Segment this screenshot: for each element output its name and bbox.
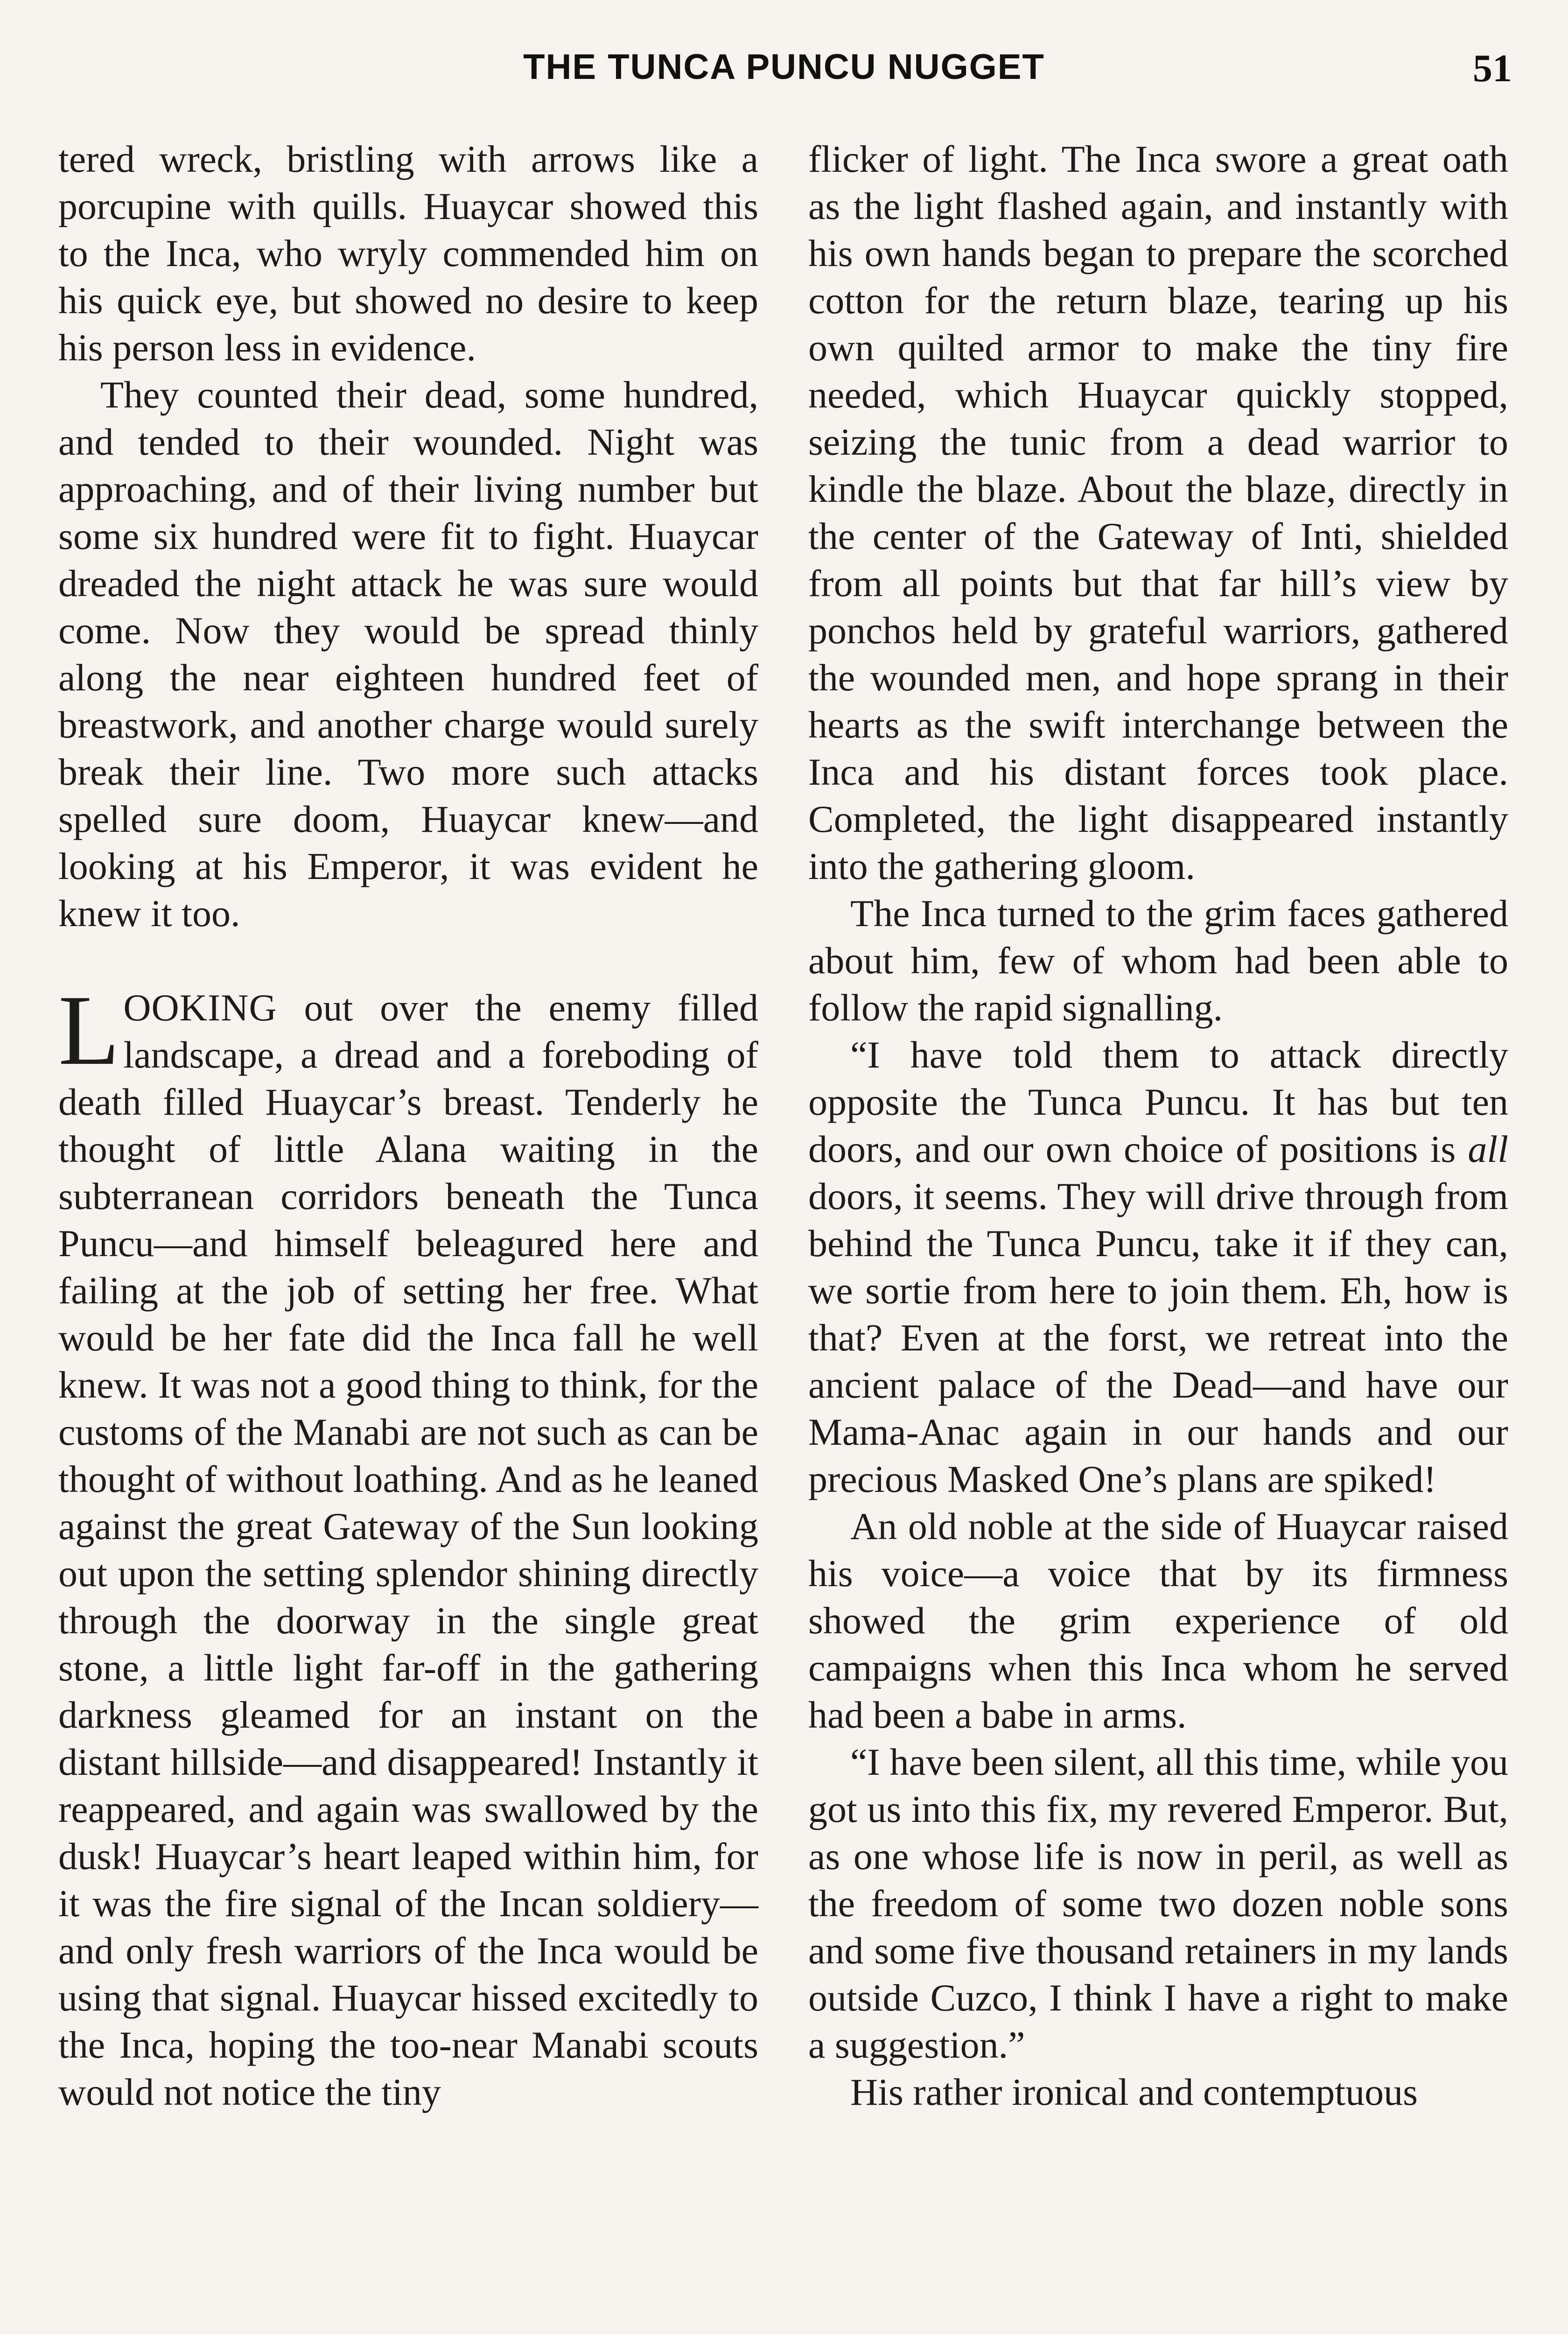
emphasis-text: all bbox=[1468, 1128, 1508, 1170]
paragraph: They counted their dead, some hundred, and tended to their wounded. Night was approaching, and of their living number but some six hundred were fit to fight. Huaycar dreaded the night attack he was sure would come. Now they would be spread thinly along the near eighteen hundred feet of breastwork, and another charge would surely break their line. Two more such attacks spelled sure doom, Huaycar knew—and looking at his Emperor, it was evident he knew it too. bbox=[58, 373, 758, 935]
drop-cap: L bbox=[58, 974, 120, 1086]
paragraph: “I have been silent, all this time, while you got us into this fix, my revered Emperor. But, as one whose life is now in peril, as well as the freedom of some two dozen noble sons and some five thousand retainers in my lands outside Cuzco, I think I have a right to make a suggestion.” bbox=[808, 1741, 1508, 2066]
page-header bbox=[56, 37, 1512, 98]
paragraph-text: doors, it seems. They will drive through from behind the Tunca Puncu, take it if they can, we sortie from here to join them. Eh, how is that? Even at the forst, we retreat into the ancient palace of the Dead—and have our Mama-Anac again in our hands and our precious Masked One’s plans are spiked! bbox=[808, 1175, 1508, 1500]
paragraph: The Inca turned to the grim faces gathered about him, few of whom had been able to follow the rapid signalling. bbox=[808, 892, 1508, 1029]
lead-in-caps: OOKING bbox=[123, 986, 277, 1029]
running-head: THE TUNCA PUNCU NUGGET bbox=[523, 47, 1045, 87]
paragraph: His rather ironical and contemptuous bbox=[850, 2071, 1418, 2113]
page-number: 51 bbox=[1473, 47, 1512, 90]
paragraph: An old noble at the side of Huaycar raised his voice—a voice that by its firmness showed the grim experience of old campaigns when this Inca whom he served had been a babe in arms. bbox=[808, 1505, 1508, 1736]
paragraph: flicker of light. The Inca swore a great oath as the light flashed again, and instantly with his own hands began to prepare the scorched cotton for the return blaze, tearing up his own quilted armor to make the tiny fire needed, which Huaycar quickly stopped, seizing the tunic from a dead warrior to kindle the blaze. About the blaze, directly in the center of the Gateway of Inti, shielded from all points but that far hill’s view by ponchos held by grateful warriors, gathered the wounded men, and hope sprang in their hearts as the swift interchange between the Inca and his distant forces took place. Completed, the light disappeared instantly into the gathering gloom. bbox=[808, 138, 1508, 887]
left-column bbox=[58, 135, 758, 2116]
paragraph: tered wreck, bristling with arrows like a porcupine with quills. Huaycar showed this to the Inca, who wryly commended him on his quick eye, but showed no desire to keep his person less in evidence. bbox=[58, 138, 758, 369]
paragraph-text: “I have told them to attack directly opposite the Tunca Puncu. It has but ten doors, and our own choice of positions is bbox=[808, 1033, 1508, 1170]
paragraph-text: out over the enemy filled landscape, a dread and a foreboding of death filled Huaycar’s breast. Tenderly he thought of little Alana waiting in the subterranean corridors beneath the Tunca Puncu—and himself beleagured here and failing at the job of setting her free. What would be her fate did the Inca fall he well knew. It was not a good thing to think, for the customs of the Manabi are not such as can be thought of without loathing. And as he leaned against the great Gateway of the Sun looking out upon the setting splendor shining directly through the doorway in the single great stone, a little light far-off in the gathering darkness gleamed for an instant on the distant hillside—and disappeared! Instantly it reappeared, and again was swallowed by the dusk! Huaycar’s heart leaped within him, for it was the fire signal of the Incan soldiery—and only fresh warriors of the Inca would be using that signal. Huaycar hissed excitedly to the Inca, hoping the too-near Manabi scouts would not notice the tiny bbox=[58, 986, 758, 2113]
paragraph-dropcap bbox=[58, 974, 758, 2116]
paragraph bbox=[808, 1031, 1508, 1503]
right-column bbox=[808, 135, 1508, 2116]
